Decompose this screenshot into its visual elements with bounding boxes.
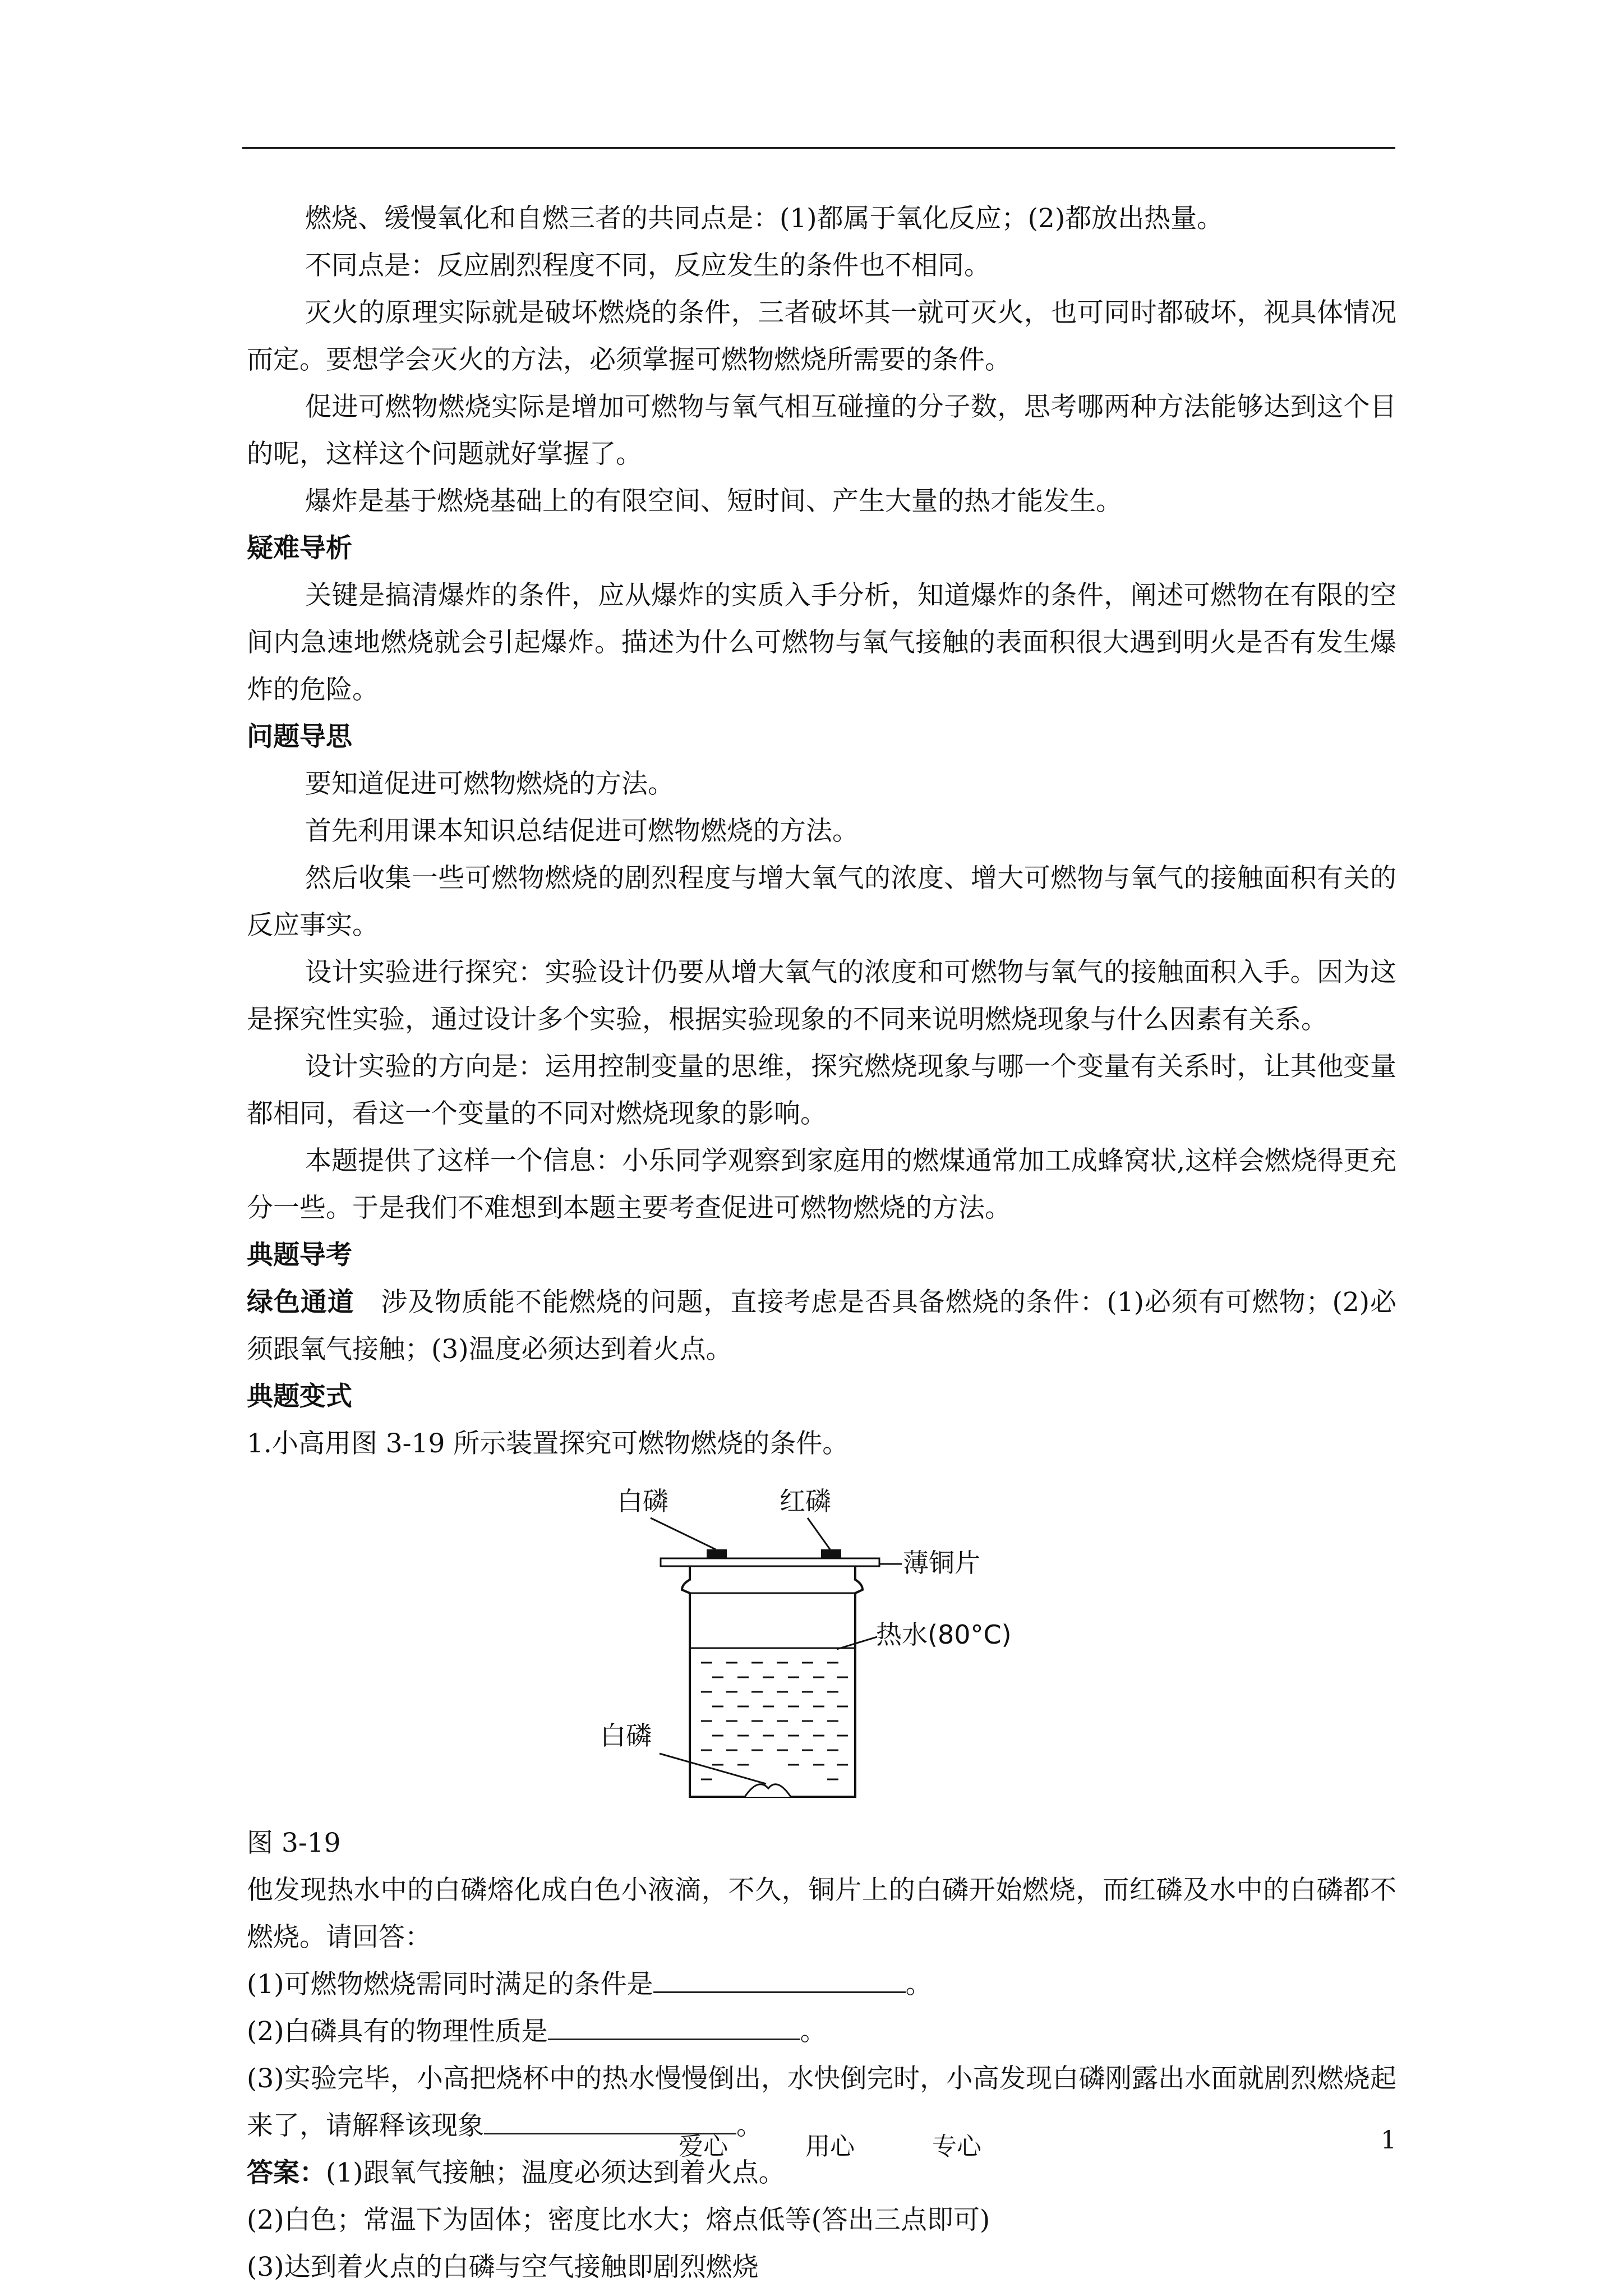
beaker-apparatus-diagram — [600, 1474, 1032, 1816]
intro-paragraph-5: 爆炸是基于燃烧基础上的有限空间、短时间、产生大量的热才能发生。 — [305, 486, 1122, 517]
question-3: (3)实验完毕，小高把烧杯中的热水慢慢倒出，水快倒完时，小高发现白磷刚露出水面就剧烈燃烧起来了，请解释该现象 。 — [247, 2063, 1396, 2141]
intro-paragraph-2: 不同点是：反应剧烈程度不同，反应发生的条件也不相同。 — [305, 250, 990, 281]
answer-blank-2 — [548, 2010, 800, 2040]
yinan-paragraph: 关键是搞清爆炸的条件，应从爆炸的实质入手分析，知道爆炸的条件，阐述可燃物在有限的空间内急速地燃烧就会引起爆炸。描述为什么可燃物与氧气接触的表面积很大遇到明火是否有发生爆炸的危险。 — [247, 580, 1396, 705]
white-phosphorus-on-sheet — [707, 1549, 727, 1558]
answer-line-3: (3)达到着火点的白磷与空气接触即剧烈燃烧 — [247, 2252, 759, 2283]
heading-bianshi: 典题变式 — [247, 1381, 352, 1412]
beaker — [682, 1566, 863, 1797]
question-2: (2)白磷具有的物理性质是 。 — [247, 2008, 1396, 2055]
answer-line-2: (2)白色；常温下为固体；密度比水大；熔点低等(答出三点即可) — [247, 2205, 990, 2235]
footer-item-2: 用心 — [805, 2132, 855, 2161]
label-white-phosphorus-top: 白磷 — [617, 1486, 668, 1516]
heading-wenti: 问题导思 — [247, 721, 352, 752]
label-hot-water: 热水(80°C) — [876, 1619, 1012, 1650]
label-white-phosphorus-bottom: 白磷 — [600, 1720, 652, 1751]
heading-diantidaokao: 典题导考 — [247, 1240, 352, 1271]
question-1: (1)可燃物燃烧需同时满足的条件是 。 — [247, 1961, 1396, 2008]
answer-label: 答案： — [247, 2157, 326, 2188]
green-channel-paragraph — [247, 1279, 1396, 1373]
footer-item-1: 爱心 — [679, 2132, 728, 2161]
heading-yinan: 疑难导析 — [247, 533, 352, 564]
figure-caption: 图 3-19 — [247, 1828, 341, 1858]
question-intro: 1.小高用图 3-19 所示装置探究可燃物燃烧的条件。 — [247, 1428, 849, 1459]
white-phosphorus-underwater — [745, 1784, 791, 1797]
wenti-paragraph-1: 要知道促进可燃物燃烧的方法。 — [305, 769, 674, 799]
wenti-paragraph-6: 本题提供了这样一个信息：小乐同学观察到家庭用的燃煤通常加工成蜂窝状,这样会燃烧得更充分一些。于是我们不难想到本题主要考查促进可燃物燃烧的方法。 — [247, 1145, 1396, 1223]
main-content — [247, 195, 1396, 2291]
header-rule — [242, 147, 1395, 149]
page-number: 1 — [1381, 2126, 1396, 2155]
footer-item-3: 专心 — [932, 2132, 981, 2161]
label-red-phosphorus: 红磷 — [780, 1486, 831, 1516]
intro-paragraph-1: 燃烧、缓慢氧化和自燃三者的共同点是：(1)都属于氧化反应；(2)都放出热量。 — [305, 203, 1224, 234]
label-copper-sheet: 薄铜片 — [903, 1548, 980, 1578]
answer-line-1: 答案：(1)跟氧气接触；温度必须达到着火点。 — [247, 2157, 785, 2188]
after-figure-paragraph: 他发现热水中的白磷熔化成白色小液滴，不久，铜片上的白磷开始燃烧，而红磷及水中的白磷都不燃烧。请回答： — [247, 1875, 1396, 1953]
red-phosphorus-on-sheet — [821, 1549, 841, 1558]
wenti-paragraph-5: 设计实验的方向是：运用控制变量的思维，探究燃烧现象与哪一个变量有关系时，让其他变量都相同，看这一个变量的不同对燃烧现象的影响。 — [247, 1051, 1396, 1129]
wenti-paragraph-2: 首先利用课本知识总结促进可燃物燃烧的方法。 — [305, 816, 859, 846]
intro-paragraph-3: 灭火的原理实际就是破坏燃烧的条件，三者破坏其一就可灭火，也可同时都破坏，视具体情况而定。要想学会灭火的方法，必须掌握可燃物燃烧所需要的条件。 — [247, 297, 1396, 375]
wenti-paragraph-4: 设计实验进行探究：实验设计仍要从增大氧气的浓度和可燃物与氧气的接触面积入手。因为这是探究性实验，通过设计多个实验，根据实验现象的不同来说明燃烧现象与什么因素有关系。 — [247, 957, 1396, 1035]
page-footer — [0, 2126, 1623, 2160]
answer-blank-1 — [653, 1963, 906, 1993]
intro-paragraph-4: 促进可燃物燃烧实际是增加可燃物与氧气相互碰撞的分子数，思考哪两种方法能够达到这个目的呢，这样这个问题就好掌握了。 — [247, 392, 1396, 470]
footer-motto — [679, 2126, 1029, 2162]
wenti-paragraph-3: 然后收集一些可燃物燃烧的剧烈程度与增大氧气的浓度、增大可燃物与氧气的接触面积有关的反应事实。 — [247, 863, 1396, 941]
water-hatching — [701, 1663, 848, 1779]
figure-3-19 — [247, 1474, 1396, 1816]
green-channel-label: 绿色通道 — [247, 1287, 354, 1318]
green-channel-text: 涉及物质能不能燃烧的问题，直接考虑是否具备燃烧的条件：(1)必须有可燃物；(2)必须跟氧气接触；(3)温度必须达到着火点。 — [247, 1287, 1396, 1365]
copper-sheet — [661, 1558, 879, 1566]
